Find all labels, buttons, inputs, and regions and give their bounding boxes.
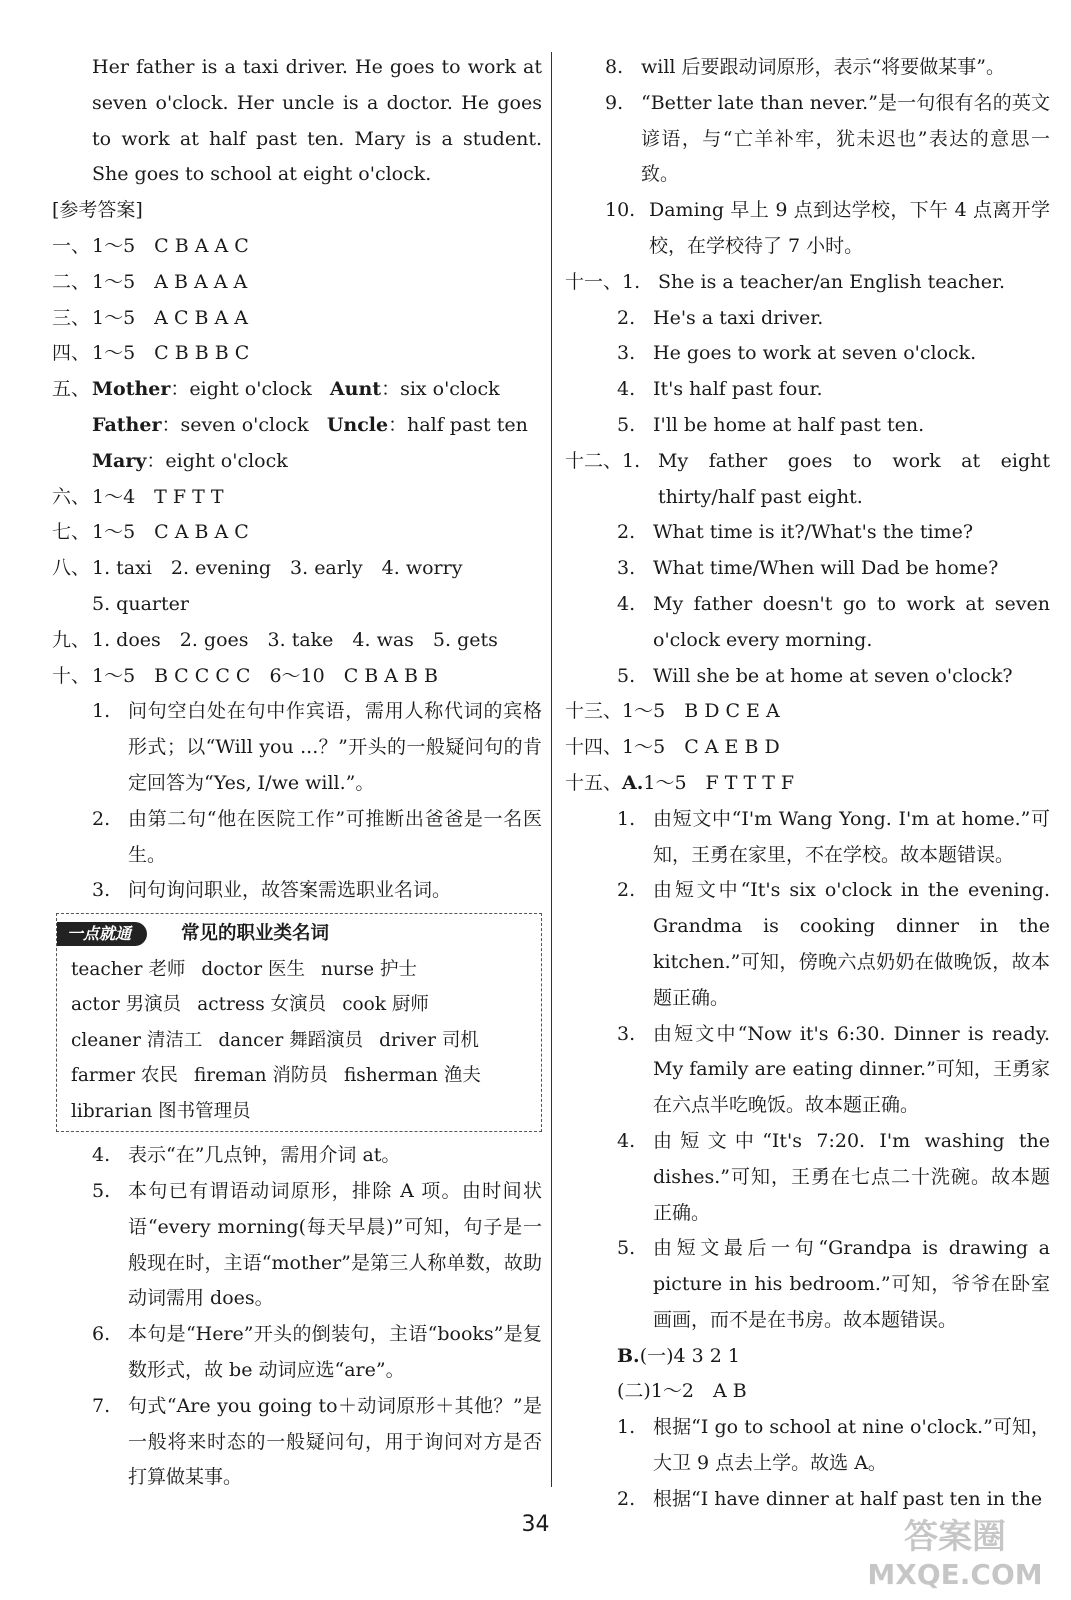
note-item: 7. 句式“Are you going to＋动词原形＋其他？”是一般将来时态的一般疑问句，用于询问对方是否打算做某事。 [92, 1394, 542, 1489]
answer-item: 2. He's a taxi driver. [617, 306, 824, 329]
answer-row-2: 二、 1～5 A B A A A [52, 270, 248, 293]
svg-text:MXQE.COM: MXQE.COM [867, 1558, 1043, 1591]
note-item: 5. 本句已有谓语动词原形，排除 A 项。由时间状语“every morning(每天早晨)”可知，句子是一般现在时，主语“mother”是第三人称单数，故助动词需用 does。 [92, 1179, 542, 1310]
note-item: 8. will 后要跟动词原形，表示“将要做某事”。 [605, 56, 1005, 78]
part-b-line: B.(一)4 3 2 1 [617, 1344, 740, 1367]
note-item: 6. 本句是“Here”开头的倒装句，主语“books”是复数形式，故 be 动词应选“are”。 [92, 1323, 542, 1381]
note-item: 9. “Better late than never.”是一句很有名的英文谚语，与“亡羊补牢，犹未迟也”表达的意思一致。 [605, 91, 1050, 186]
column-divider [551, 52, 552, 1487]
note-item: 4. 表示“在”几点钟，需用介词 at。 [92, 1144, 401, 1167]
answer-item: 4. It's half past four. [617, 378, 823, 401]
svg-text:答案圈: 答案圈 [904, 1517, 1006, 1557]
vocab-row: farmer 农民 fireman 消防员 fisherman 渔夫 [71, 1065, 481, 1087]
answer-item: 3. He goes to work at seven o'clock. [617, 342, 977, 365]
note-item: 1. 问句空白处在句中作宾语，需用人称代词的宾格形式；以“Will you ...？”开头的一般疑问句的肯定回答为“Yes, I/we will.”。 [92, 700, 542, 794]
note-item: 5. 由短文最后一句“Grandpa is drawing a picture in his bedroom.”可知，爷爷在卧室画画，而不是在书房。故本题错误。 [617, 1237, 1050, 1331]
answer-row-3: 三、 1～5 A C B A A [52, 306, 248, 329]
tip-badge: 一点就通 [57, 922, 147, 946]
answer-item: 3. What time/When will Dad be home? [617, 557, 999, 580]
tip-title: 常见的职业类名词 [181, 923, 330, 945]
answer-row-1: 一、 1～5 C B A A C [52, 234, 249, 257]
note-item: 2. 由第二句“他在医院工作”可推断出爸爸是一名医生。 [92, 807, 542, 866]
passage-text: Her father is a taxi driver. He goes to work at seven o'clock. Her uncle is a doctor. He goes to work at half past ten. Mary is a student. She goes to school at eight o'clock. [92, 56, 542, 186]
note-item: 2. 由短文中“It's six o'clock in the evening. Grandma is cooking dinner in the kitchen.”可知，傍晚六点奶奶在做晚饭，故本题正确。 [617, 879, 1050, 1009]
note-item: 3. 问句询问职业，故答案需选职业名词。 [92, 879, 452, 902]
note-item: 3. 由短文中“Now it's 6:30. Dinner is ready. My family are eating dinner.”可知，王勇家在六点半吃晚饭。故本题正确。 [617, 1022, 1050, 1117]
answer-item: 5. Will she be at home at seven o'clock? [617, 664, 1013, 687]
reference-answer-header: [参考答案] [52, 199, 143, 222]
note-item: 10. Daming 早上 9 点到达学校，下午 4 点离开学校，在学校待了 7 小时。 [605, 199, 1050, 257]
tip-box-header [57, 916, 533, 952]
left-column [52, 50, 542, 1496]
answer-row-12: 十二、 1. My father goes to work at eight thirty/half past eight. [565, 449, 1050, 508]
answer-row-13: 十三、 1～5 B D C E A [565, 700, 780, 723]
vocab-row: librarian 图书管理员 [71, 1100, 251, 1122]
answer-row-6: 六、 1～4 T F T T [52, 485, 224, 508]
right-column [565, 50, 1050, 1518]
answer-item: 5. I'll be home at half past ten. [617, 413, 925, 436]
note-item: 2. 根据“I have dinner at half past ten in the [617, 1487, 1043, 1510]
vocab-row: cleaner 清洁工 dancer 舞蹈演员 driver 司机 [71, 1029, 479, 1051]
answer-row-4: 四、 1～5 C B B B C [52, 342, 250, 365]
part-b-line2: (二)1～2 A B [617, 1380, 747, 1403]
page-number: 34 [521, 1512, 550, 1537]
answer-row-11: 十一、 1. She is a teacher/an English teacher. [565, 270, 1006, 293]
answer-row-14: 十四、 1～5 C A E B D [565, 736, 780, 759]
vocab-row: actor 男演员 actress 女演员 cook 厨师 [71, 994, 429, 1016]
vocabulary-tip-box [56, 913, 542, 1132]
answer-row-8-line2: 5. quarter [92, 592, 189, 615]
answer-row-9: 九、 1. does 2. goes 3. take 4. was 5. gets [52, 628, 498, 651]
note-item: 1. 根据“I go to school at nine o'clock.”可知，大卫 9 点去上学。故选 A。 [617, 1416, 1050, 1475]
answer-row-8: 八、 1. taxi 2. evening 3. early 4. worry [52, 557, 463, 580]
watermark-logo [850, 1510, 1060, 1592]
answer-row-15: 十五、 A.1～5 F T T T F [565, 771, 795, 794]
answer-row-7: 七、 1～5 C A B A C [52, 521, 249, 544]
answer-row-10: 十、 1～5 B C C C C 6～10 C B A B B [52, 664, 439, 687]
answer-item: 4. My father doesn't go to work at seven o'clock every morning. [617, 592, 1050, 651]
note-item: 1. 由短文中“I'm Wang Yong. I'm at home.”可知，王勇在家里，不在学校。故本题错误。 [617, 807, 1050, 866]
answer-row-5-line3: Mary：eight o'clock [92, 449, 288, 472]
vocab-row: teacher 老师 doctor 医生 nurse 护士 [71, 958, 418, 980]
answer-item: 2. What time is it?/What's the time? [617, 521, 974, 544]
note-item: 4. 由短文中“It's 7:20. I'm washing the dishes.”可知，王勇在七点二十洗碗。故本题正确。 [617, 1129, 1050, 1224]
answer-row-5-line2: Father：seven o'clock Uncle：half past ten [92, 413, 528, 436]
answer-row-5: 五、 Mother：eight o'clock Aunt：six o'clock [52, 378, 500, 401]
